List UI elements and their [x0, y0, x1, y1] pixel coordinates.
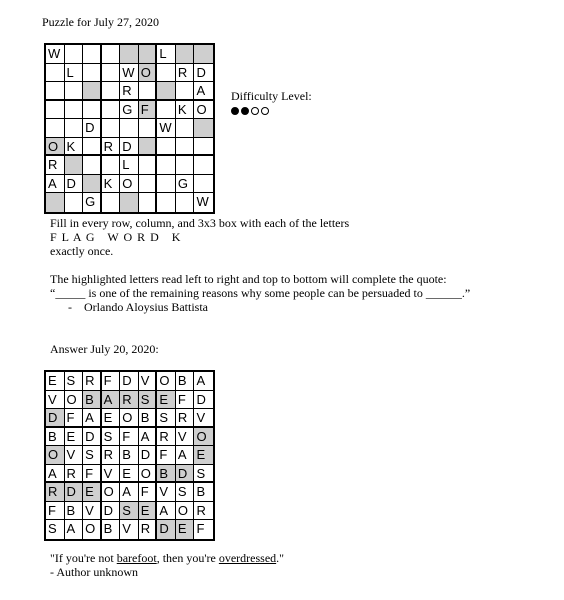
answer-cell-r2c4: A	[102, 391, 121, 410]
answer-cell-r8c8: O	[176, 502, 195, 521]
puzzle-cell-r5c4	[102, 119, 121, 138]
answer-cell-r8c6: E	[139, 502, 158, 521]
puzzle-cell-r7c5: L	[120, 156, 139, 175]
answer-cell-r6c7: B	[157, 465, 176, 484]
answer-cell-r9c4: B	[102, 520, 121, 539]
instructions-line-1: Fill in every row, column, and 3x3 box with each of the letters	[50, 216, 350, 230]
puzzle-cell-r1c3	[83, 45, 102, 64]
answer-title: Answer July 20, 2020:	[50, 342, 159, 356]
puzzle-cell-r2c5: W	[120, 64, 139, 83]
puzzle-cell-r3c3	[83, 82, 102, 101]
puzzle-cell-r1c9	[194, 45, 213, 64]
puzzle-cell-r8c2: D	[65, 175, 84, 194]
answer-cell-r9c9: F	[196, 521, 205, 537]
answer-cell-r5c9: E	[194, 446, 213, 465]
puzzle-cell-r3c6	[139, 82, 158, 101]
puzzle-cell-r9c6	[139, 193, 158, 212]
answer-quote-prefix: "If you're not	[50, 551, 117, 565]
puzzle-cell-r8c6	[139, 175, 158, 194]
puzzle-title: Puzzle for July 27, 2020	[42, 15, 159, 29]
puzzle-cell-r4c9: O	[194, 101, 213, 120]
answer-cell-r9c5: V	[120, 520, 139, 539]
answer-cell-r7c8: S	[176, 483, 195, 502]
answer-cell-r9c6: R	[139, 520, 158, 539]
answer-cell-r8c5: S	[120, 502, 139, 521]
answer-attribution: - Author unknown	[50, 565, 138, 579]
answer-cell-r8c9: R	[194, 502, 213, 521]
answer-cell-r3c2: F	[65, 409, 84, 428]
puzzle-cell-r6c4: R	[102, 138, 121, 157]
answer-cell-r8c1: F	[46, 502, 65, 521]
answer-cell-r3c1: D	[46, 409, 65, 428]
puzzle-cell-r1c5	[120, 45, 139, 64]
puzzle-cell-r2c4	[102, 64, 121, 83]
answer-cell-r6c8: D	[176, 465, 195, 484]
filled-dot-icon	[241, 107, 249, 115]
answer-cell-r1c7: O	[157, 372, 176, 391]
answer-cell-r2c5: R	[120, 391, 139, 410]
puzzle-cell-r6c2: K	[65, 138, 84, 157]
puzzle-cell-r5c5	[120, 119, 139, 138]
answer-cell-r1c5: D	[120, 372, 139, 391]
answer-cell-r5c7: F	[157, 446, 176, 465]
answer-cell-r5c8: A	[176, 446, 195, 465]
answer-cell-r8c7: A	[157, 502, 176, 521]
answer-cell-r4c5: F	[120, 428, 139, 447]
answer-cell-r7c7: V	[157, 483, 176, 502]
puzzle-cell-r3c4	[102, 82, 121, 101]
answer-cell-r2c3: B	[83, 391, 102, 410]
answer-cell-r2c7: E	[157, 391, 176, 410]
puzzle-cell-r9c3: G	[83, 193, 102, 212]
answer-quote-suffix: ."	[276, 551, 285, 565]
filled-dot-icon	[231, 107, 239, 115]
answer-cell-r1c3: R	[83, 372, 102, 391]
difficulty-rating	[231, 103, 271, 117]
puzzle-cell-r6c9	[194, 138, 213, 157]
puzzle-grid	[44, 43, 215, 214]
puzzle-cell-r4c1	[46, 101, 65, 120]
answer-cell-r4c8: V	[176, 428, 195, 447]
answer-cell-r9c7: D	[157, 520, 176, 539]
puzzle-cell-r6c6	[139, 138, 158, 157]
puzzle-cell-r9c8	[176, 193, 195, 212]
instructions-letters: F L A G W O R D K	[50, 230, 182, 244]
answer-grid	[44, 370, 215, 541]
answer-cell-r7c3: E	[83, 483, 102, 502]
puzzle-cell-r4c8: K	[176, 101, 195, 120]
puzzle-cell-r5c8	[176, 119, 195, 138]
puzzle-cell-r5c6	[139, 119, 158, 138]
answer-cell-r5c4: R	[102, 446, 121, 465]
puzzle-cell-r8c3	[83, 175, 102, 194]
answer-cell-r2c8: F	[176, 391, 195, 410]
puzzle-cell-r5c7: W	[157, 119, 176, 138]
puzzle-cell-r1c8	[176, 45, 195, 64]
puzzle-cell-r4c7	[157, 101, 176, 120]
answer-cell-r9c3: O	[83, 520, 102, 539]
puzzle-cell-r2c6: O	[139, 64, 158, 83]
answer-cell-r7c2: D	[65, 483, 84, 502]
answer-cell-r8c2: B	[65, 502, 84, 521]
puzzle-cell-r9c9: W	[196, 194, 209, 210]
puzzle-cell-r6c8	[176, 138, 195, 157]
puzzle-cell-r8c5: O	[120, 175, 139, 194]
puzzle-cell-r7c6	[139, 156, 158, 175]
puzzle-cell-r7c8	[176, 156, 195, 175]
puzzle-cell-r3c5: R	[120, 82, 139, 101]
answer-cell-r3c5: O	[120, 409, 139, 428]
puzzle-cell-r7c3	[83, 156, 102, 175]
puzzle-cell-r5c1	[46, 119, 65, 138]
answer-quote	[50, 551, 284, 565]
answer-cell-r3c6: B	[139, 409, 158, 428]
answer-cell-r3c4: E	[102, 409, 121, 428]
answer-cell-r6c3: F	[83, 465, 102, 484]
puzzle-cell-r3c2	[65, 82, 84, 101]
answer-cell-r3c7: S	[157, 409, 176, 428]
answer-cell-r4c1: B	[46, 428, 65, 447]
puzzle-cell-r8c9	[194, 175, 213, 194]
puzzle-cell-r6c1: O	[46, 138, 65, 157]
puzzle-cell-r1c4	[102, 45, 121, 64]
puzzle-cell-r5c3: D	[83, 119, 102, 138]
puzzle-cell-r3c9: A	[194, 82, 213, 101]
answer-cell-r1c8: B	[176, 372, 195, 391]
difficulty-text: Difficulty Level:	[231, 89, 312, 103]
puzzle-cell-r1c2	[65, 45, 84, 64]
puzzle-cell-r4c3	[83, 101, 102, 120]
puzzle-cell-r9c1	[46, 193, 65, 212]
empty-dot-icon	[261, 107, 269, 115]
answer-quote-word-2: overdressed	[218, 551, 277, 565]
puzzle-cell-r5c2	[65, 119, 84, 138]
answer-cell-r5c2: V	[65, 446, 84, 465]
answer-cell-r1c2: S	[65, 372, 84, 391]
answer-cell-r9c8: E	[176, 520, 195, 539]
puzzle-cell-r9c7	[157, 193, 176, 212]
answer-cell-r4c9: O	[194, 428, 213, 447]
answer-cell-r5c5: B	[120, 446, 139, 465]
puzzle-cell-r6c7	[157, 138, 176, 157]
puzzle-cell-r8c1: A	[46, 175, 65, 194]
answer-cell-r6c2: R	[65, 465, 84, 484]
puzzle-cell-r2c8: R	[176, 64, 195, 83]
answer-cell-r7c1: R	[46, 483, 65, 502]
answer-cell-r2c2: O	[65, 391, 84, 410]
answer-cell-r6c4: V	[102, 465, 121, 484]
instructions-line-3: exactly once.	[50, 244, 114, 258]
answer-cell-r4c6: A	[139, 428, 158, 447]
puzzle-cell-r7c7	[157, 156, 176, 175]
answer-cell-r7c5: A	[120, 483, 139, 502]
difficulty-label	[225, 75, 312, 117]
answer-cell-r2c9: D	[194, 391, 213, 410]
empty-dot-icon	[251, 107, 259, 115]
answer-cell-r8c3: V	[83, 502, 102, 521]
answer-cell-r8c4: D	[102, 502, 121, 521]
answer-cell-r9c1: S	[46, 520, 65, 539]
answer-cell-r3c9: V	[194, 409, 213, 428]
puzzle-cell-r6c5: D	[120, 138, 139, 157]
answer-cell-r4c4: S	[102, 428, 121, 447]
puzzle-cell-r3c8	[176, 82, 195, 101]
answer-cell-r2c1: V	[46, 391, 65, 410]
puzzle-cell-r6c3	[83, 138, 102, 157]
answer-cell-r7c4: O	[102, 483, 121, 502]
answer-cell-r3c3: A	[83, 409, 102, 428]
puzzle-cell-r4c2	[65, 101, 84, 120]
answer-cell-r6c6: O	[139, 465, 158, 484]
answer-cell-r7c9: B	[194, 483, 213, 502]
answer-cell-r1c9: A	[194, 372, 213, 391]
puzzle-cell-r1c7: L	[157, 45, 176, 64]
answer-cell-r3c8: R	[176, 409, 195, 428]
puzzle-cell-r3c1	[46, 82, 65, 101]
puzzle-cell-r7c1: R	[46, 156, 65, 175]
puzzle-cell-r4c6: F	[139, 101, 158, 120]
answer-cell-r9c2: A	[65, 520, 84, 539]
answer-cell-r1c4: F	[102, 372, 121, 391]
puzzle-cell-r2c7	[157, 64, 176, 83]
puzzle-cell-r7c4	[102, 156, 121, 175]
answer-cell-r6c5: E	[120, 465, 139, 484]
puzzle-cell-r2c9: D	[194, 64, 213, 83]
puzzle-cell-r4c5: G	[120, 101, 139, 120]
answer-cell-r5c1: O	[46, 446, 65, 465]
answer-cell-r5c3: S	[83, 446, 102, 465]
quote-text: “_____ is one of the remaining reasons why some people can be persuaded to ______.”	[50, 286, 471, 300]
answer-cell-r7c6: F	[139, 483, 158, 502]
answer-cell-r4c7: R	[157, 428, 176, 447]
answer-cell-r6c9: S	[194, 465, 213, 484]
answer-quote-word-1: barefoot	[116, 551, 157, 565]
puzzle-cell-r9c2	[65, 193, 84, 212]
puzzle-cell-r7c9	[194, 156, 213, 175]
puzzle-cell-r9c5	[120, 193, 139, 212]
puzzle-cell-r4c4	[102, 101, 121, 120]
answer-quote-middle: , then you're	[156, 551, 219, 565]
answer-cell-r4c3: D	[83, 428, 102, 447]
answer-cell-r6c1: A	[46, 465, 65, 484]
answer-cell-r4c2: E	[65, 428, 84, 447]
answer-cell-r2c6: S	[139, 391, 158, 410]
puzzle-cell-r1c6	[139, 45, 158, 64]
puzzle-cell-r9c4	[102, 193, 121, 212]
puzzle-cell-r8c4: K	[102, 175, 121, 194]
puzzle-cell-r2c1	[46, 64, 65, 83]
puzzle-cell-r5c9	[194, 119, 213, 138]
answer-cell-r1c1: E	[46, 372, 65, 391]
quote-attribution: - Orlando Aloysius Battista	[68, 300, 208, 314]
puzzle-cell-r2c3	[83, 64, 102, 83]
puzzle-cell-r8c8: G	[176, 175, 195, 194]
answer-cell-r5c6: D	[139, 446, 158, 465]
answer-cell-r1c6: V	[139, 372, 158, 391]
puzzle-cell-r7c2	[65, 156, 84, 175]
puzzle-cell-r1c1: W	[46, 45, 65, 64]
puzzle-cell-r2c2: L	[65, 64, 84, 83]
quote-intro: The highlighted letters read left to right and top to bottom will complete the quote:	[50, 272, 447, 286]
puzzle-cell-r8c7	[157, 175, 176, 194]
puzzle-cell-r3c7	[157, 82, 176, 101]
